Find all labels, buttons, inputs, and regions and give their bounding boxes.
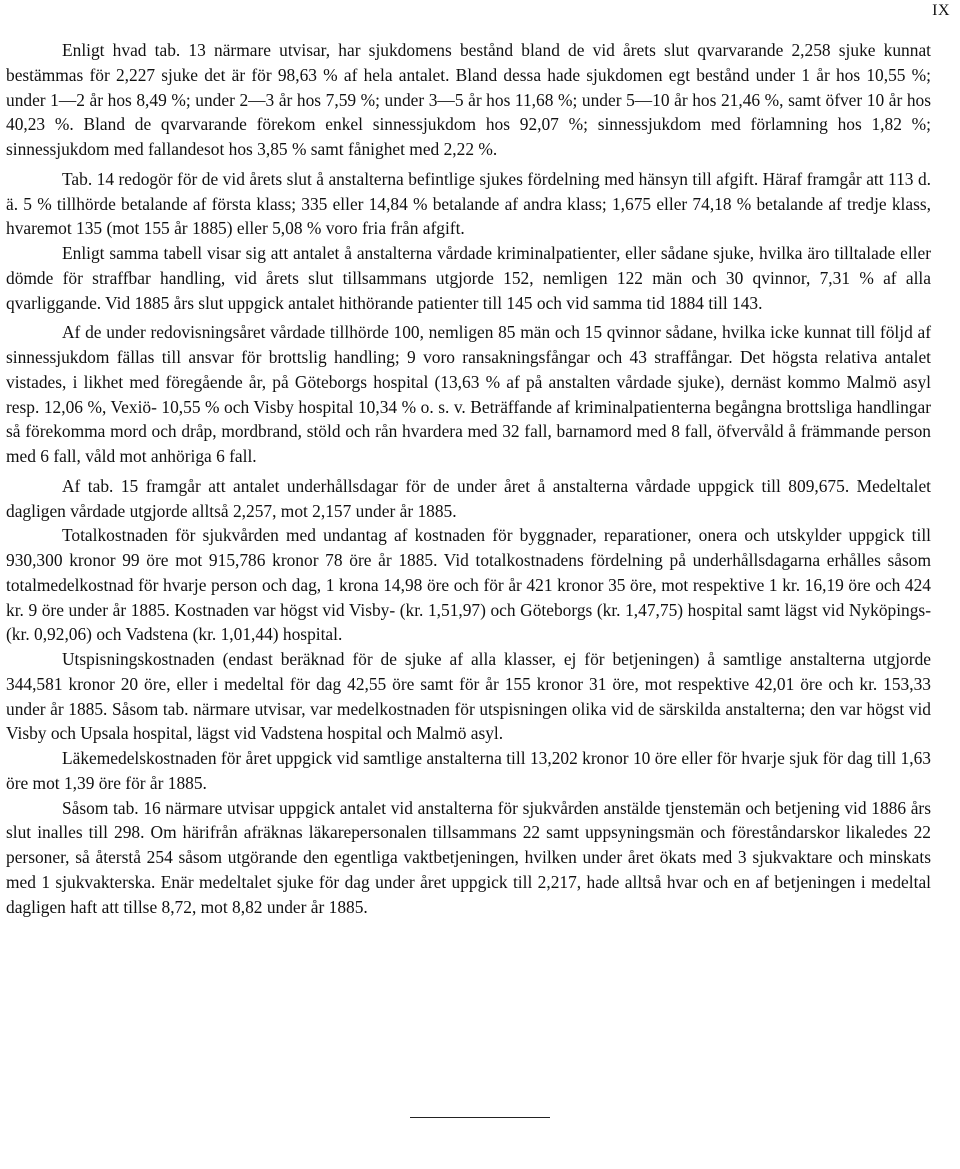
footer-rule	[410, 1117, 550, 1118]
paragraph-betjening: Såsom tab. 16 närmare utvisar uppgick antalet vid anstalterna för sjukvården anstälde tjenstemän och betjening vid 1886 års slut inalles till 298. Om härifrån afräknas läkarepersonalen tillsammans 22 samt uppsyningsmän och föreståndarskor likaledes 22 personer, så återstå 254 såsom utgörande den egentliga vaktbetjeningen, hvilken under året ökats med 3 sjukvaktare och minskats med 1 sjukvakterska. Enär medeltalet sjuke för dag under året uppgick till 2,217, hade alltså hvar och en af betjeningen i medeltal dagligen haft att tillse 8,72, mot 8,82 under år 1885.	[6, 797, 931, 917]
paragraph-afgift: Tab. 14 redogör för de vid årets slut å anstalterna befintlige sjukes fördelning med hänsyn till afgift. Häraf framgår att 113 d. ä. 5 % tillhörde betalande af första klass; 335 eller 14,84 % betalande af andra klass; 1,675 eller 74,18 % betalande af tredje klass, hvaremot 135 (mot 155 år 1885) eller 5,08 % voro fria från afgift.	[6, 168, 931, 239]
document-body	[6, 38, 931, 919]
paragraph-kriminalpatienter: Enligt samma tabell visar sig att antalet å anstalterna vårdade kriminalpatienter, eller sådane sjuke, hvilka äro tilltalade eller dömde för straffbar handling, vid årets slut tillsammans utgjorde 152, nemligen 122 män och 30 qvinnor, 7,31 % af alla qvarliggande. Vid 1885 års slut uppgick antalet hithörande patienter till 145 och vid samma tid 1884 till 143.	[6, 243, 931, 313]
paragraph-lakemedelskostnaden: Läkemedelskostnaden för året uppgick vid samtlige anstalterna till 13,202 kronor 10 öre eller för hvarje sjuk för dag till 1,63 öre mot 1,39 öre för år 1885.	[6, 748, 931, 793]
paragraph-redovisningsaret: Af de under redovisningsåret vårdade tillhörde 100, nemligen 85 män och 15 qvinnor sådane, hvilka icke kunnat till följd af sinnessjukdom fällas till ansvar för brottslig handling; 9 voro ransakningsfångar och 43 straffångar. Det högsta relativa antalet vistades, i likhet med föregående år, på Göteborgs hospital (13,63 % af på anstalten vårdade sjuke), dernäst kommo Malmö asyl resp. 12,06 %, Vexiö- 10,55 % och Visby hospital 10,34 % o. s. v. Beträffande af kriminalpatienterna begångna brottsliga handlingar så förekomma mord och dråp, mordbrand, stöld och rån hvardera med 32 fall, barnamord med 8 fall, öfvervåld å främmande person med 6 fall, våld mot anhöriga 6 fall.	[6, 322, 931, 466]
paragraph-sjukdomens-bestand: Enligt hvad tab. 13 närmare utvisar, har sjukdomens bestånd bland de vid årets slut qvarvarande 2,258 sjuke kunnat bestämmas för 2,227 sjuke det är för 98,63 % af hela antalet. Bland dessa hade sjukdomen egt bestånd under 1 år hos 10,55 %; under 1—2 år hos 8,49 %; under 2—3 år hos 7,59 %; under 3—5 år hos 11,68 %; under 5—10 år hos 21,46 %, samt öfver 10 år hos 40,23 %. Bland de qvarvarande förekom enkel sinnessjukdom hos 92,07 %; sinnessjukdom med förlamning hos 1,82 %; sinnessjukdom med fallandesot hos 3,85 % samt fånighet med 2,22 %.	[6, 40, 931, 159]
paragraph-totalkostnaden: Totalkostnaden för sjukvården med undantag af kostnaden för byggnader, reparationer, onera och utskylder uppgick till 930,300 kronor 99 öre mot 915,786 kronor 78 öre år 1885. Vid totalkostnadens fördelning på underhållsdagarna erhålles såsom totalmedelkostnad för hvarje person och dag, 1 krona 14,98 öre och för år 421 kronor 35 öre, mot respektive 1 kr. 16,19 öre och 424 kr. 9 öre under år 1885. Kostnaden var högst vid Visby- (kr. 1,51,97) och Göteborgs (kr. 1,47,75) hospital samt lägst vid Nyköpings- (kr. 0,92,06) och Vadstena (kr. 1,01,44) hospital.	[6, 525, 931, 645]
paragraph-underhallsdagar: Af tab. 15 framgår att antalet underhållsdagar för de under året å anstalterna vårdade uppgick till 809,675. Medeltalet dagligen vårdade utgjorde alltså 2,257, mot 2,157 under år 1885.	[6, 475, 931, 521]
paragraph-utspisningskostnaden: Utspisningskostnaden (endast beräknad för de sjuke af alla klasser, ej för betjeningen) å samtlige anstalterna utgjorde 344,581 kronor 20 öre, eller i medeltal för dag 42,55 öre samt för år 155 kronor 31 öre, mot respektive 42,01 öre och kr. 153,33 under år 1885. Såsom tab. närmare utvisar, var medelkostnaden för utspisningen olika vid de särskilda anstalterna; den var högst vid Visby och Upsala hospital, lägst vid Vadstena hospital och Malmö asyl.	[6, 649, 931, 744]
page-number: IX	[932, 2, 950, 19]
